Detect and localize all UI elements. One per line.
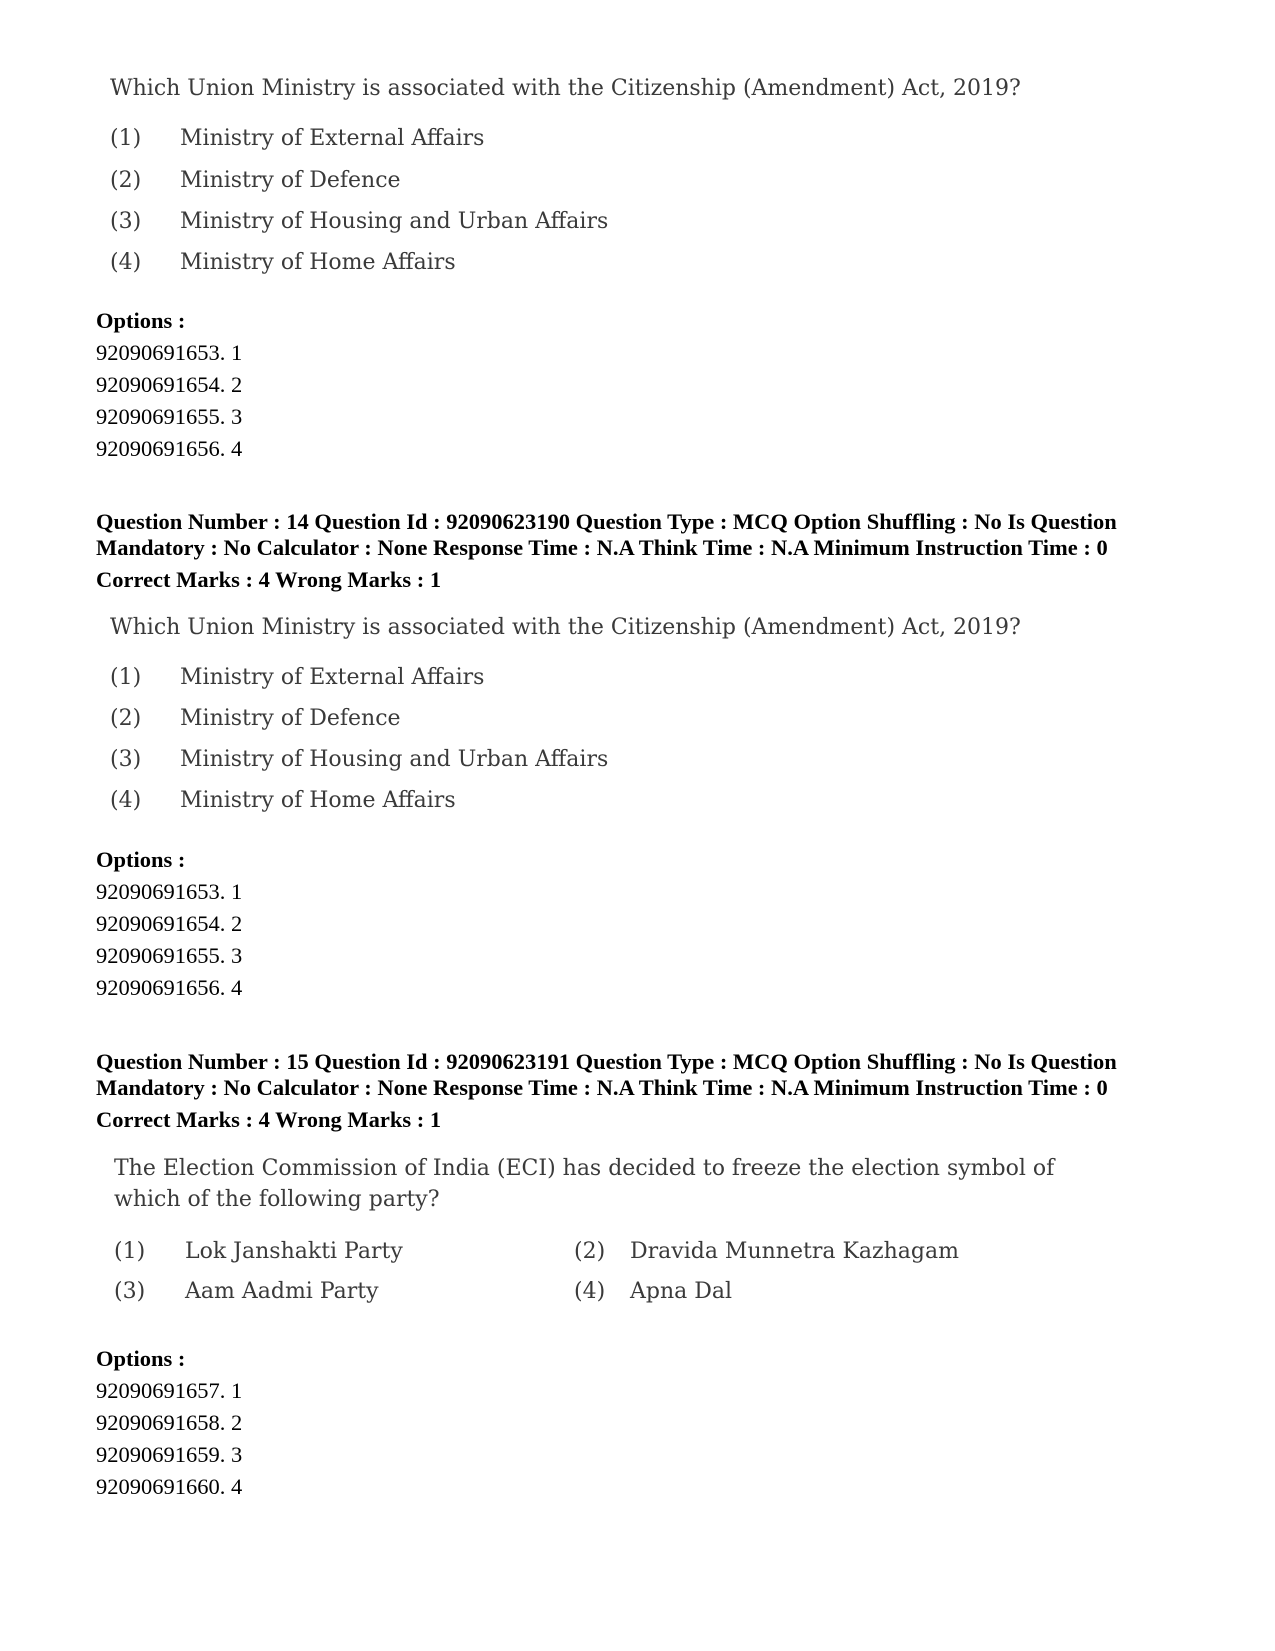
choice-text: Ministry of Housing and Urban Affairs	[180, 747, 609, 772]
choice-number: (3)	[110, 209, 142, 234]
question-14-marks: Correct Marks : 4 Wrong Marks : 1	[96, 567, 442, 592]
choice-text: Ministry of Defence	[180, 168, 401, 193]
choice-number: (4)	[574, 1279, 606, 1304]
option-line: 92090691654. 2	[96, 372, 243, 397]
option-line: 92090691656. 4	[96, 436, 243, 461]
choice-text: Lok Janshakti Party	[185, 1239, 403, 1264]
question-15-meta-line-2: Mandatory : No Calculator : None Response Time : N.A Think Time : N.A Minimum Instruction Time : 0	[96, 1075, 1108, 1100]
question-15-marks: Correct Marks : 4 Wrong Marks : 1	[96, 1107, 442, 1132]
question-13-text: Which Union Ministry is associated with the Citizenship (Amendment) Act, 2019?	[110, 76, 1021, 101]
question-15-text-line-1: The Election Commission of India (ECI) has decided to freeze the election symbol of	[114, 1156, 1055, 1181]
choice-text: Ministry of Home Affairs	[180, 788, 456, 813]
choice-text: Ministry of External Affairs	[180, 126, 485, 151]
choice-text: Ministry of External Affairs	[180, 665, 485, 690]
options-label: Options :	[96, 308, 186, 333]
option-line: 92090691656. 4	[96, 975, 243, 1000]
question-15-image	[0, 1140, 1275, 1340]
choice-number: (3)	[114, 1279, 146, 1304]
choice-number: (1)	[114, 1239, 146, 1264]
choice-text: Dravida Munnetra Kazhagam	[630, 1239, 959, 1264]
question-13-image	[0, 0, 1275, 290]
option-line: 92090691660. 4	[96, 1474, 243, 1499]
question-14-meta-line-1: Question Number : 14 Question Id : 92090623190 Question Type : MCQ Option Shuffling : No Is Question	[96, 509, 1117, 534]
option-line: 92090691655. 3	[96, 404, 243, 429]
option-line: 92090691658. 2	[96, 1410, 243, 1435]
question-14-meta-line-2: Mandatory : No Calculator : None Response Time : N.A Think Time : N.A Minimum Instruction Time : 0	[96, 535, 1108, 560]
question-15-meta-line-1: Question Number : 15 Question Id : 92090623191 Question Type : MCQ Option Shuffling : No Is Question	[96, 1049, 1117, 1074]
option-line: 92090691657. 1	[96, 1378, 243, 1403]
choice-text: Ministry of Defence	[180, 706, 401, 731]
option-line: 92090691653. 1	[96, 340, 243, 365]
options-label: Options :	[96, 847, 186, 872]
choice-number: (2)	[110, 706, 142, 731]
choice-number: (3)	[110, 747, 142, 772]
question-14-text: Which Union Ministry is associated with the Citizenship (Amendment) Act, 2019?	[110, 615, 1021, 640]
choice-text: Ministry of Housing and Urban Affairs	[180, 209, 609, 234]
choice-number: (4)	[110, 788, 142, 813]
choice-number: (2)	[574, 1239, 606, 1264]
choice-number: (4)	[110, 250, 142, 275]
option-line: 92090691659. 3	[96, 1442, 243, 1467]
choice-number: (2)	[110, 168, 142, 193]
choice-text: Ministry of Home Affairs	[180, 250, 456, 275]
question-15-text-line-2: which of the following party?	[114, 1187, 440, 1212]
options-label: Options :	[96, 1346, 186, 1371]
option-line: 92090691654. 2	[96, 911, 243, 936]
option-line: 92090691655. 3	[96, 943, 243, 968]
choice-number: (1)	[110, 126, 142, 151]
question-14-image	[0, 600, 1275, 830]
choice-text: Aam Aadmi Party	[185, 1279, 379, 1304]
choice-number: (1)	[110, 665, 142, 690]
choice-text: Apna Dal	[630, 1279, 733, 1304]
option-line: 92090691653. 1	[96, 879, 243, 904]
